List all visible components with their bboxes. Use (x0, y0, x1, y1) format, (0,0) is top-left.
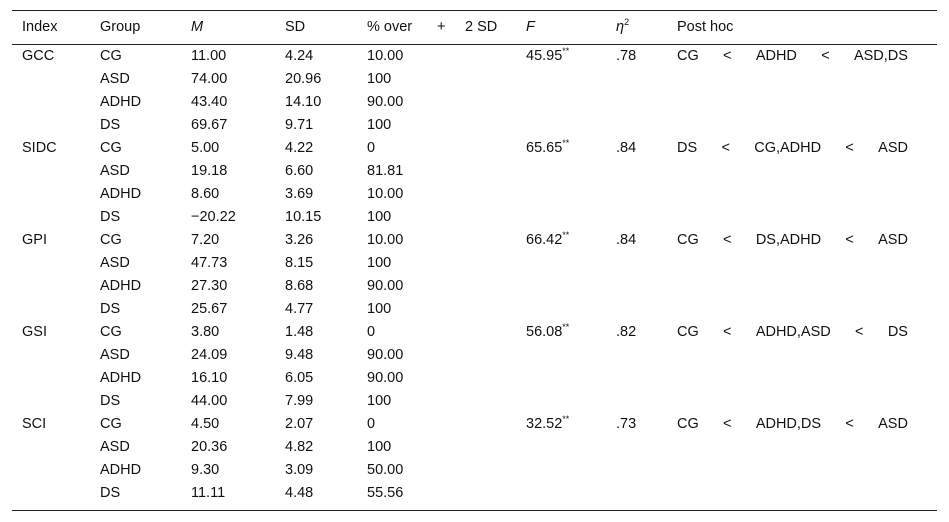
cell-pct-over: 90.00 (367, 347, 404, 363)
table-row (12, 183, 937, 206)
post-hoc-group: ADHD,DS (755, 416, 822, 432)
cell-sd: 14.10 (285, 94, 322, 110)
cell-group: ASD (100, 255, 130, 271)
cell-sd: 8.15 (285, 255, 314, 271)
cell-pct-over: 100 (367, 393, 392, 409)
table-row (12, 206, 937, 229)
cell-eta-squared: .84 (616, 232, 637, 248)
cell-mean: 43.40 (191, 94, 228, 110)
cell-pct-over: 10.00 (367, 232, 404, 248)
post-hoc-group: CG (677, 416, 699, 432)
header-eta-symbol: η (616, 19, 625, 35)
post-hoc-group: ASD (878, 416, 908, 432)
post-hoc-less-than: < (845, 232, 854, 248)
table-row (12, 114, 937, 137)
cell-group: ADHD (100, 94, 142, 110)
cell-pct-over: 100 (367, 439, 392, 455)
cell-mean: 47.73 (191, 255, 228, 271)
cell-pct-over: 90.00 (367, 94, 404, 110)
cell-group: DS (100, 393, 121, 409)
table-row (12, 459, 937, 482)
post-hoc-group: CG (677, 48, 699, 64)
cell-pct-over: 100 (367, 209, 392, 225)
post-hoc-group: DS (677, 140, 698, 156)
cell-group: ADHD (100, 186, 142, 202)
cell-f-value: 56.08 (526, 324, 563, 340)
post-hoc-group: ASD (878, 232, 908, 248)
cell-mean: 69.67 (191, 117, 228, 133)
cell-group: ASD (100, 71, 130, 87)
cell-pct-over: 0 (367, 140, 376, 156)
table-row (12, 229, 937, 252)
cell-post-hoc (677, 48, 908, 65)
cell-pct-over: 55.56 (367, 485, 404, 501)
header-index: Index (22, 19, 58, 35)
cell-sd: 4.22 (285, 140, 314, 156)
cell-mean: 44.00 (191, 393, 228, 409)
cell-mean: 24.09 (191, 347, 228, 363)
post-hoc-group: CG (677, 232, 699, 248)
cell-sd: 2.07 (285, 416, 314, 432)
cell-pct-over: 10.00 (367, 186, 404, 202)
cell-sd: 20.96 (285, 71, 322, 87)
cell-pct-over: 100 (367, 117, 392, 133)
post-hoc-less-than: < (855, 324, 864, 340)
cell-f (526, 232, 569, 249)
cell-mean: 5.00 (191, 140, 220, 156)
table-row (12, 413, 937, 436)
cell-group: ADHD (100, 278, 142, 294)
cell-index: GPI (22, 232, 47, 248)
cell-f (526, 416, 569, 433)
cell-group: DS (100, 485, 121, 501)
table-row (12, 91, 937, 114)
post-hoc-less-than: < (723, 324, 732, 340)
table-row (12, 252, 937, 275)
cell-pct-over: 50.00 (367, 462, 404, 478)
table-row (12, 160, 937, 183)
cell-post-hoc (677, 416, 908, 433)
cell-pct-over: 10.00 (367, 48, 404, 64)
post-hoc-less-than: < (723, 232, 732, 248)
post-hoc-less-than: < (723, 48, 732, 64)
table-row (12, 436, 937, 459)
table-row (12, 275, 937, 298)
cell-f (526, 140, 569, 157)
cell-index: SIDC (22, 140, 57, 156)
post-hoc-less-than: < (721, 140, 730, 156)
header-eta-exponent: 2 (624, 17, 630, 27)
cell-sd: 6.05 (285, 370, 314, 386)
post-hoc-group: ASD (878, 140, 908, 156)
post-hoc-group: ASD,DS (853, 48, 908, 64)
cell-f-value: 32.52 (526, 416, 563, 432)
cell-pct-over: 0 (367, 416, 376, 432)
header-post-hoc: Post hoc (677, 19, 734, 35)
header-f: F (526, 19, 535, 35)
cell-group: CG (100, 324, 122, 340)
table-row (12, 482, 937, 505)
cell-group: ADHD (100, 370, 142, 386)
cell-group: CG (100, 232, 122, 248)
cell-mean: 27.30 (191, 278, 228, 294)
post-hoc-less-than: < (845, 416, 854, 432)
post-hoc-group: ADHD,ASD (755, 324, 831, 340)
cell-sd: 10.15 (285, 209, 322, 225)
cell-pct-over: 0 (367, 324, 376, 340)
cell-sd: 4.24 (285, 48, 314, 64)
cell-pct-over: 100 (367, 255, 392, 271)
significance-marker: ** (562, 322, 570, 332)
cell-mean: 19.18 (191, 163, 228, 179)
cell-mean: 8.60 (191, 186, 220, 202)
post-hoc-group: DS (887, 324, 908, 340)
post-hoc-less-than: < (723, 416, 732, 432)
significance-marker: ** (562, 46, 570, 56)
cell-sd: 9.48 (285, 347, 314, 363)
cell-sd: 8.68 (285, 278, 314, 294)
cell-mean: 25.67 (191, 301, 228, 317)
cell-sd: 4.82 (285, 439, 314, 455)
header-eta-squared (616, 19, 629, 36)
cell-index: GSI (22, 324, 47, 340)
table-bottom-rule (12, 510, 937, 511)
cell-eta-squared: .78 (616, 48, 637, 64)
cell-group: CG (100, 416, 122, 432)
cell-eta-squared: .73 (616, 416, 637, 432)
cell-f (526, 324, 569, 341)
cell-group: CG (100, 140, 122, 156)
cell-post-hoc (677, 232, 908, 249)
cell-index: SCI (22, 416, 47, 432)
post-hoc-group: CG (677, 324, 699, 340)
cell-group: CG (100, 48, 122, 64)
header-plus: + (437, 19, 446, 35)
cell-mean: 74.00 (191, 71, 228, 87)
cell-f-value: 66.42 (526, 232, 563, 248)
cell-group: ASD (100, 439, 130, 455)
cell-sd: 3.09 (285, 462, 314, 478)
cell-pct-over: 90.00 (367, 278, 404, 294)
table-row (12, 321, 937, 344)
significance-marker: ** (562, 414, 570, 424)
cell-mean: 16.10 (191, 370, 228, 386)
cell-post-hoc (677, 324, 908, 341)
cell-sd: 3.69 (285, 186, 314, 202)
cell-eta-squared: .82 (616, 324, 637, 340)
table-row (12, 367, 937, 390)
cell-index: GCC (22, 48, 55, 64)
cell-f-value: 65.65 (526, 140, 563, 156)
cell-post-hoc (677, 140, 908, 157)
cell-sd: 9.71 (285, 117, 314, 133)
post-hoc-group: ADHD (755, 48, 797, 64)
cell-mean: −20.22 (191, 209, 236, 225)
table-row (12, 137, 937, 160)
header-mean: M (191, 19, 204, 35)
header-group: Group (100, 19, 141, 35)
cell-eta-squared: .84 (616, 140, 637, 156)
cell-pct-over: 100 (367, 301, 392, 317)
cell-group: DS (100, 209, 121, 225)
cell-group: ASD (100, 163, 130, 179)
table-row (12, 45, 937, 68)
table-row (12, 344, 937, 367)
cell-pct-over: 100 (367, 71, 392, 87)
header-two-sd: 2 SD (465, 19, 498, 35)
header-pct-over: % over (367, 19, 413, 35)
table-row (12, 68, 937, 91)
post-hoc-group: DS,ADHD (755, 232, 822, 248)
table-row (12, 390, 937, 413)
post-hoc-less-than: < (845, 140, 854, 156)
cell-group: ADHD (100, 462, 142, 478)
significance-marker: ** (562, 230, 570, 240)
cell-pct-over: 81.81 (367, 163, 404, 179)
post-hoc-less-than: < (821, 48, 830, 64)
cell-mean: 9.30 (191, 462, 220, 478)
cell-f (526, 48, 569, 65)
header-sd: SD (285, 19, 306, 35)
table-row (12, 298, 937, 321)
cell-mean: 20.36 (191, 439, 228, 455)
cell-sd: 1.48 (285, 324, 314, 340)
cell-group: DS (100, 117, 121, 133)
cell-sd: 4.48 (285, 485, 314, 501)
post-hoc-group: CG,ADHD (754, 140, 822, 156)
cell-pct-over: 90.00 (367, 370, 404, 386)
cell-group: ASD (100, 347, 130, 363)
cell-mean: 11.00 (191, 48, 227, 64)
significance-marker: ** (562, 138, 570, 148)
cell-mean: 4.50 (191, 416, 220, 432)
cell-f-value: 45.95 (526, 48, 563, 64)
cell-sd: 6.60 (285, 163, 314, 179)
cell-mean: 11.11 (191, 485, 226, 501)
cell-group: DS (100, 301, 121, 317)
cell-sd: 7.99 (285, 393, 314, 409)
cell-mean: 7.20 (191, 232, 220, 248)
cell-sd: 4.77 (285, 301, 314, 317)
cell-mean: 3.80 (191, 324, 220, 340)
cell-sd: 3.26 (285, 232, 314, 248)
table-header-row (12, 10, 937, 44)
